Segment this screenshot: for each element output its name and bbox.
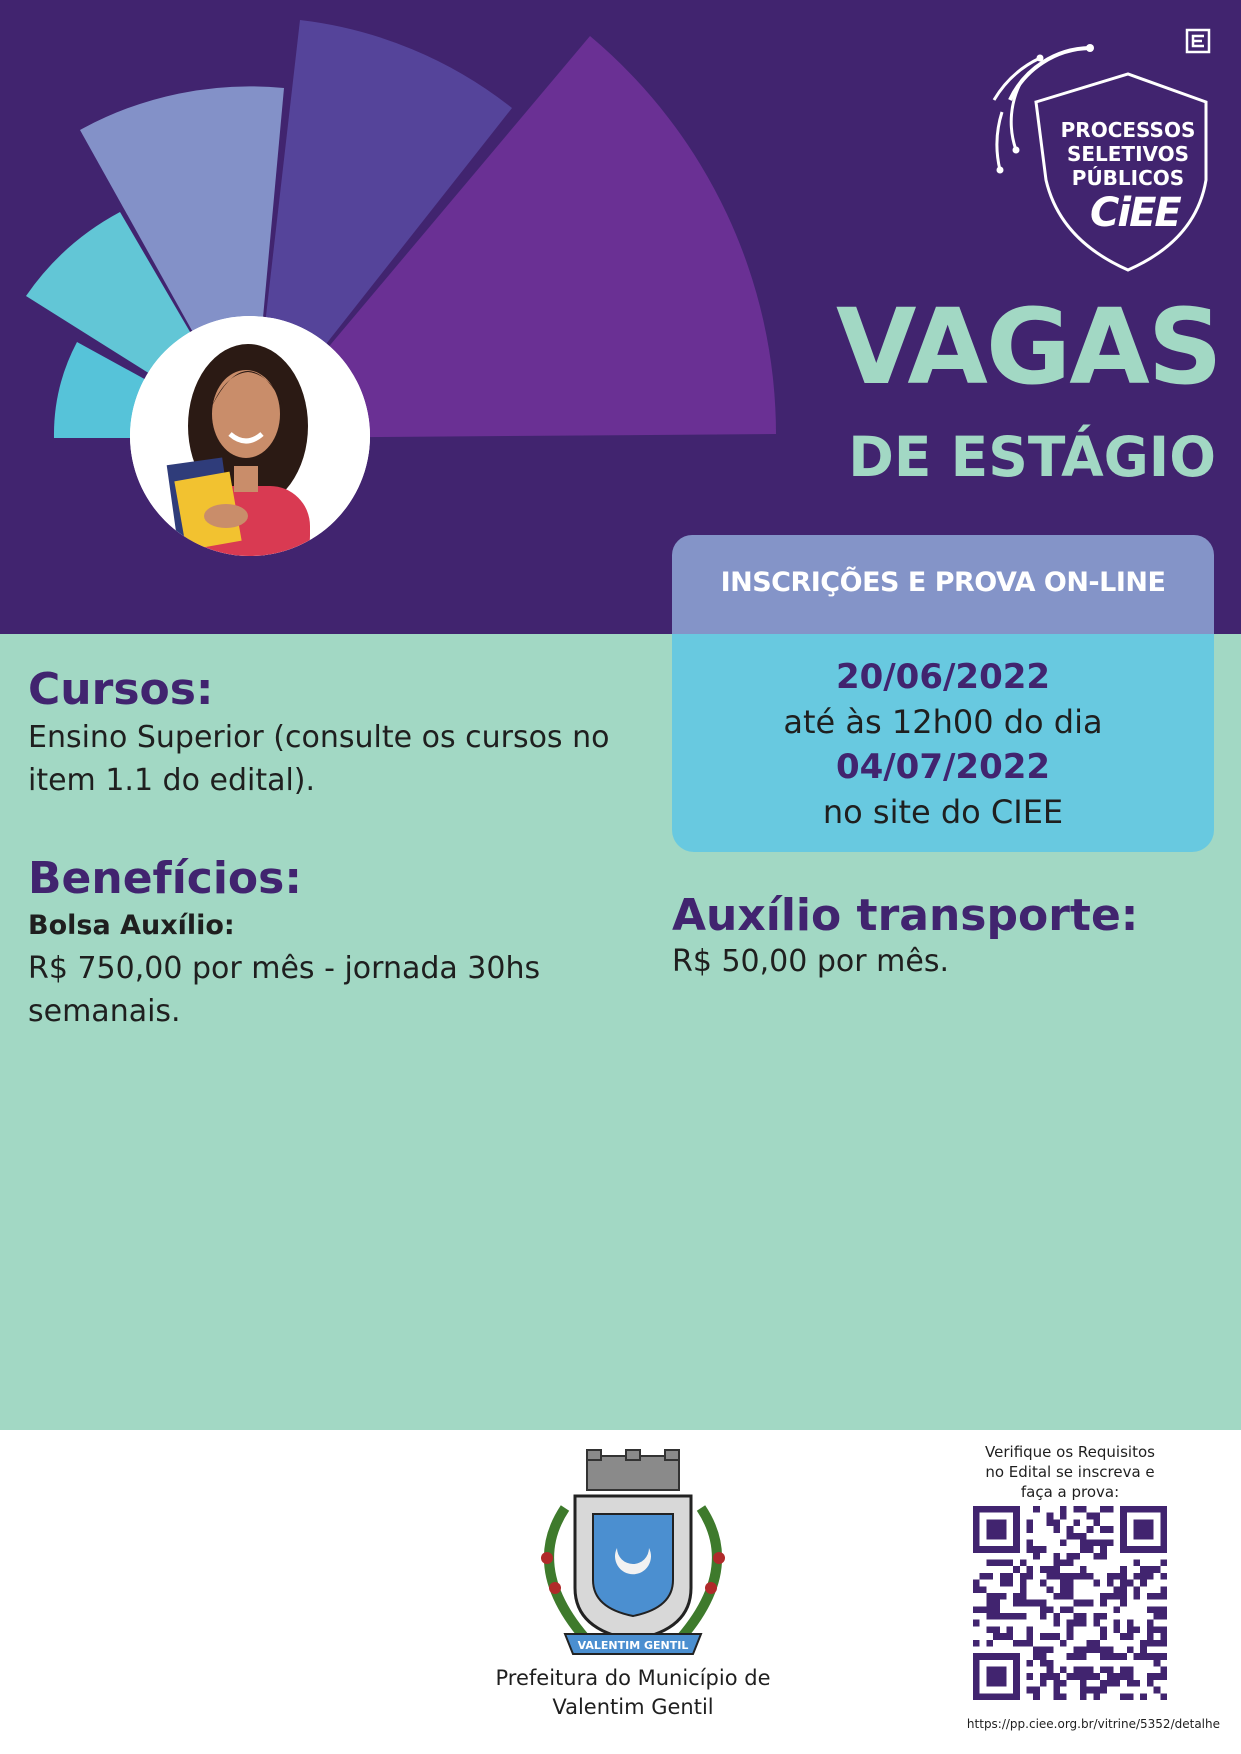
qr-code[interactable] [973,1506,1167,1700]
prefeitura-line2: Valentim Gentil [552,1695,714,1719]
prefeitura-name [470,1664,796,1722]
logo-line3: PÚBLICOS [1071,166,1185,190]
bolsa-auxilio-text: R$ 750,00 por mês - jornada 30hs semanais. [28,951,541,1029]
title-vagas: VAGAS [836,286,1221,408]
verify-line1: Verifique os Requisitos [985,1443,1155,1461]
verify-instructions [955,1442,1185,1502]
title-de-estagio: DE ESTÁGIO [848,425,1216,489]
beneficios-heading: Benefícios: [28,853,302,904]
crest-banner-text: VALENTIM GENTIL [577,1639,689,1652]
verify-line2: no Edital se inscreva e [985,1463,1155,1481]
logo-text [1044,118,1212,190]
bolsa-auxilio-heading: Bolsa Auxílio: [28,910,235,941]
start-date: 20/06/2022 [835,657,1051,697]
edital-url[interactable]: https://pp.ciee.org.br/vitrine/5352/detalhe [966,1717,1220,1731]
crest-banner [525,1448,741,1660]
auxilio-transporte-text: R$ 50,00 por mês. [672,944,950,979]
student-photo [130,316,370,556]
cursos-text: Ensino Superior (consulte os cursos no item 1.1 do edital). [28,720,610,798]
logo-line2: SELETIVOS [1066,142,1190,166]
auxilio-transporte-heading: Auxílio transporte: [672,890,1139,941]
verify-line3: faça a prova: [1020,1483,1120,1501]
prefeitura-line1: Prefeitura do Município de [495,1666,771,1690]
ciee-logo-mark: CiEE [1090,190,1180,236]
logo-line1: PROCESSOS [1060,118,1196,142]
inscricoes-heading: INSCRIÇÕES E PROVA ON-LINE [672,535,1214,635]
inscricoes-dates-box [672,634,1214,852]
site-text: no site do CIEE [822,793,1064,831]
until-text: até às 12h00 do dia [783,703,1103,741]
cursos-heading: Cursos: [28,664,214,715]
end-date: 04/07/2022 [835,747,1051,787]
